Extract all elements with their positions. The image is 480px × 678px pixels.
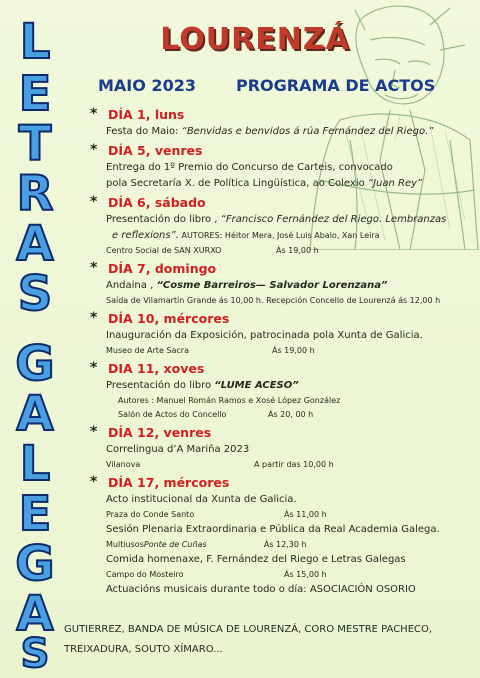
event-location: [90, 538, 470, 552]
closing-line: GUTIERREZ, BANDA DE MÚSICA DE LOURENZÁ, CORO MESTRE PACHECO,: [64, 624, 433, 635]
day-heading: [90, 424, 470, 442]
event-title: “Benvidas e benvidos á rúa Fernández del Riego.”: [181, 126, 434, 137]
vertical-letter: R: [16, 166, 54, 222]
bullet-star: *: [90, 360, 98, 376]
event-authors: Autores : Manuel Román Ramos e Xosé López González: [118, 396, 341, 405]
vertical-letter: G: [15, 536, 55, 592]
day-heading: [90, 360, 470, 378]
event-location: Saída de Vilamartín Grande ás 10,00 h. Recepción Concello de Lourenzá ás 12,00 h: [106, 296, 441, 305]
event-text: Andaina ,: [106, 280, 157, 291]
vertical-letter: E: [18, 66, 52, 122]
day-label: DÍA 12, venres: [108, 425, 212, 440]
vertical-letter: A: [16, 386, 54, 442]
day-heading: [90, 106, 470, 124]
subtitle-date: MAIO 2023: [98, 76, 196, 95]
day-heading: [90, 474, 470, 492]
location-text: Multiusos: [106, 540, 144, 549]
event-text: Festa do Maio:: [106, 126, 182, 137]
day-label: DÍA 5, venres: [108, 143, 203, 158]
bullet-star: *: [90, 474, 98, 490]
location-text: Campo do Mosteiro: [106, 570, 184, 579]
bullet-star: *: [90, 260, 98, 276]
event-title: “Juan Rey”: [367, 178, 423, 189]
time-text: Ás 19,00 h: [276, 246, 319, 255]
event-location: [90, 408, 470, 422]
vertical-letter: A: [16, 216, 54, 272]
event-line: Actuacións musicais durante todo o día: ASOCIACIÓN OSORIO: [106, 584, 416, 595]
day-heading: [90, 142, 470, 160]
event-location: [90, 568, 470, 582]
time-text: Ás 12,30 h: [263, 540, 307, 549]
event-location: [90, 344, 470, 358]
event-line: [90, 212, 470, 228]
event-line: Comida homenaxe, F. Fernández del Riego e Letras Galegas: [106, 554, 406, 565]
event-location: [90, 244, 470, 258]
page-title: LOURENZÁ: [160, 22, 350, 57]
bullet-star: *: [90, 310, 98, 326]
day-label: DÍA 17, mércores: [108, 475, 230, 490]
vertical-letter: L: [19, 14, 51, 70]
event-authors: AUTORES: Héitor Mera, José Luis Abalo, Xan Leira: [178, 231, 380, 240]
bullet-star: *: [90, 194, 98, 210]
event-location: [90, 508, 470, 522]
closing-line: TREIXADURA, SOUTO XÍMARO...: [64, 644, 223, 655]
time-text: Ás 20, 00 h: [268, 410, 314, 419]
event-title: “Francisco Fernández del Riego. Lembranzas: [220, 214, 447, 225]
bullet-star: *: [90, 106, 98, 122]
day-label: DÍA 7, domingo: [108, 261, 217, 276]
event-text: Presentación do libro ,: [106, 214, 221, 225]
event-line: Inauguración da Exposición, patrocinada pola Xunta de Galicia.: [106, 330, 423, 341]
event-line: [90, 378, 470, 394]
location-text: Centro Social de SAN XURXO: [106, 246, 222, 255]
day-label: DÍA 10, mércores: [108, 311, 230, 326]
event-title: “Cosme Barreiros— Salvador Lorenzana”: [156, 280, 388, 291]
vertical-letter: G: [15, 336, 55, 392]
location-text: Ponte de Cuñas: [143, 540, 207, 549]
event-line: Entrega do 1º Premio do Concurso de Carteis, convocado: [106, 162, 393, 173]
location-text: Museo de Arte Sacra: [106, 346, 189, 355]
program-list: [90, 104, 470, 598]
time-text: Ás 19,00 h: [272, 346, 315, 355]
day-heading: [90, 260, 470, 278]
day-heading: [90, 310, 470, 328]
day-label: DÍA 6, sábado: [108, 195, 206, 210]
vertical-title: [10, 14, 60, 677]
event-text: Presentación do libro: [106, 380, 215, 391]
event-text: pola Secretaría X. de Política Lingüística, ao Colexio: [106, 178, 368, 189]
location-text: Salón de Actos do Concello: [118, 410, 227, 419]
vertical-letter: E: [18, 486, 52, 542]
day-label: DIA 11, xoves: [108, 361, 205, 376]
event-location: [90, 458, 470, 472]
vertical-letter: S: [20, 631, 50, 677]
vertical-letter: A: [16, 586, 54, 642]
time-text: Ás 15,00 h: [284, 570, 327, 579]
event-line: Correlingua d’A Mariña 2023: [106, 444, 250, 455]
day-heading: [90, 194, 470, 212]
location-text: Praza do Conde Santo: [106, 510, 195, 519]
event-line: [90, 228, 470, 244]
event-line: [90, 176, 470, 192]
time-text: Ás 11,00 h: [284, 510, 327, 519]
location-text: Vilanova: [106, 460, 141, 469]
vertical-letter: T: [18, 116, 52, 172]
event-line: Acto institucional da Xunta de Galicia.: [106, 494, 297, 505]
vertical-letter: L: [19, 436, 51, 492]
vertical-letter: S: [17, 266, 53, 322]
time-text: A partir das 10,00 h: [254, 460, 334, 469]
day-label: DÍA 1, luns: [108, 107, 185, 122]
bullet-star: *: [90, 424, 98, 440]
subtitle-program: PROGRAMA DE ACTOS: [236, 76, 436, 95]
event-line: [90, 124, 470, 140]
event-title: e reflexions”.: [112, 230, 179, 241]
bullet-star: *: [90, 142, 98, 158]
event-line: Sesión Plenaria Extraordinaria e Pública da Real Academia Galega.: [106, 524, 440, 535]
event-line: [90, 278, 470, 294]
event-title: “LUME ACESO”: [214, 380, 299, 391]
